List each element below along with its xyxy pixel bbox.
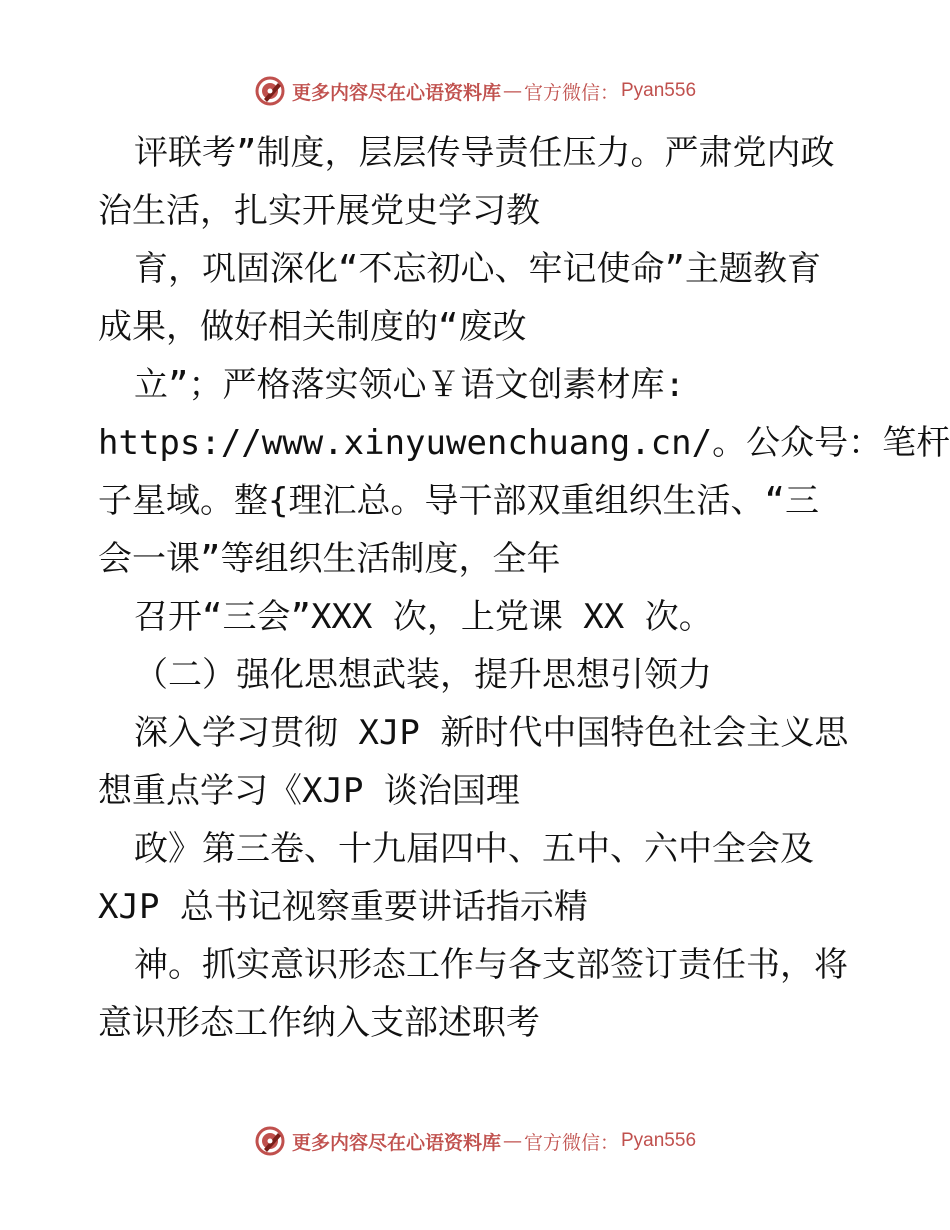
page-footer xyxy=(0,1121,950,1161)
header-dash: — xyxy=(502,80,522,102)
body-line: 会一课”等组织生活制度，全年 xyxy=(98,539,561,579)
body-line: 深入学习贯彻 XJP 新时代中国特色社会主义思 xyxy=(134,713,849,753)
header-wechat-label: 官方微信： xyxy=(523,81,619,104)
body-line: 评联考”制度，层层传导责任压力。严肃党内政 xyxy=(134,133,835,173)
header-brand-text: 更多内容尽在心语资料库 xyxy=(291,81,501,104)
section-heading: （二）强化思想武装，提升思想引领力 xyxy=(134,655,712,695)
header-wechat-id: Pyan556 xyxy=(621,80,697,101)
body-line: XJP 总书记视察重要讲话指示精 xyxy=(98,887,588,927)
pen-logo-icon xyxy=(254,1125,286,1157)
body-line: 治生活，扎实开展党史学习教 xyxy=(98,191,540,231)
body-line: 政》第三卷、十九届四中、五中、六中全会及 xyxy=(134,829,814,869)
footer-wechat-label: 官方微信： xyxy=(523,1131,619,1154)
body-line: 子星域。整{理汇总。导干部双重组织生活、“三 xyxy=(98,481,819,521)
pen-logo-icon xyxy=(254,75,286,107)
page-header xyxy=(0,71,950,111)
body-line: 想重点学习《XJP 谈治国理 xyxy=(98,771,520,811)
body-line: 成果，做好相关制度的“废改 xyxy=(98,307,527,347)
body-line: 立”；严格落实领心￥语文创素材库: xyxy=(134,365,685,405)
footer-dash: — xyxy=(502,1130,522,1152)
body-line: 育，巩固深化“不忘初心、牢记使命”主题教育 xyxy=(134,249,821,289)
body-line: 神。抓实意识形态工作与各支部签订责任书，将 xyxy=(134,945,848,985)
body-line: https://www.xinyuwenchuang.cn/。公众号：笔杆 xyxy=(98,423,950,463)
document-body xyxy=(98,124,950,1052)
body-line: 召开“三会”XXX 次，上党课 XX 次。 xyxy=(134,597,713,637)
footer-wechat-id: Pyan556 xyxy=(621,1130,697,1151)
footer-brand-text: 更多内容尽在心语资料库 xyxy=(291,1131,501,1154)
body-line: 意识形态工作纳入支部述职考 xyxy=(98,1003,540,1043)
